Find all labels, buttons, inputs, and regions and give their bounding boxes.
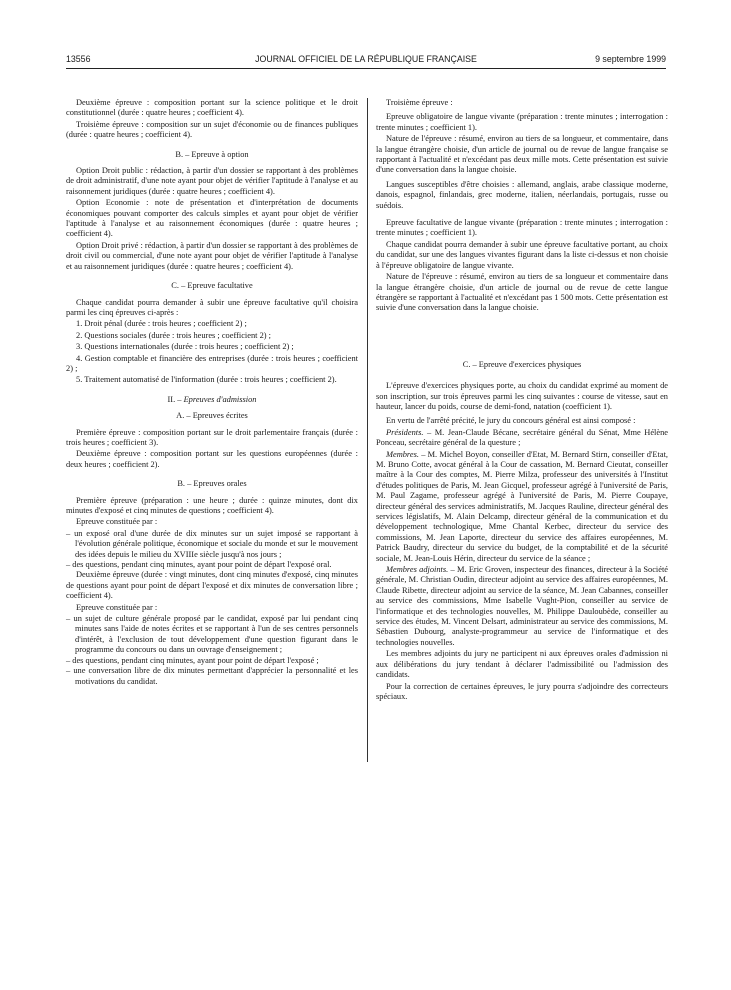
paragraph: Epreuve constituée par : [76, 602, 158, 612]
paragraph: Option Droit privé : rédaction, à partir d'un dossier se rapportant à des problèmes de droit civil ou commercial, d'une note ayant pour objet de vérifier l'aptitude à l'analyse et au raisonnement juridiques (durée : quatre heures ; coefficient 4). [66, 240, 358, 271]
dash-item: – un exposé oral d'une durée de dix minutes sur un sujet imposé se rapportant à l'évolution générale politique, économique et sociale du monde et sur le mouvement des idées depuis le milieu du XVIIIe siècle jusqu'à nos jours ; [66, 529, 358, 560]
jury-presidents-label: Présidents. [386, 427, 424, 437]
dash-item: – des questions, pendant cinq minutes, ayant pour point de départ l'exposé oral. [66, 560, 358, 570]
list-item: 4. Gestion comptable et financière des entreprises (durée : trois heures ; coefficient 2) ; [66, 353, 358, 373]
paragraph: Deuxième épreuve : composition portant sur les questions européennes (durée : deux heures ; coefficient 2). [66, 449, 358, 469]
section-heading: C. – Epreuve d'exercices physiques [462, 359, 582, 369]
paragraph: Pour la correction de certaines épreuves, le jury pourra s'adjoindre des correcteurs spéciaux. [376, 681, 668, 701]
jury-members [376, 450, 668, 564]
paragraph: Chaque candidat pourra demander à subir une épreuve facultative qu'il choisira parmi les cinq épreuves ci-après : [66, 297, 358, 317]
list-item: 2. Questions sociales (durée : trois heures ; coefficient 2) ; [76, 330, 271, 340]
jury-members-label: Membres. [386, 449, 419, 459]
paragraph: Option Economie : note de présentation et d'interprétation de documents économiques pouvant comporter des calculs simples et ayant pour objet de vérifier l'aptitude à l'analyse et au raisonnement économiques (durée : quatre heures ; coefficient 4). [66, 198, 358, 239]
header-rule [66, 68, 666, 69]
section-heading: B. – Epreuves orales [177, 479, 247, 489]
subsection-heading: Troisième épreuve : [386, 98, 453, 107]
paragraph: Epreuve obligatoire de langue vivante (préparation : trente minutes ; interrogation : trente minutes ; coefficient 1). [376, 112, 668, 132]
paragraph: Deuxième épreuve : composition portant sur la science politique et le droit constitutionnel (durée : quatre heures ; coefficient 4). [66, 98, 358, 118]
paragraph: Nature de l'épreuve : résumé, environ au tiers de sa longueur et commentaire dans la langue étrangère choisie, d'un article de journal ou de revue de cette langue étrangère se rapportant à l'actualité et n'excédant pas 1 500 mots. Cette présentation est suivie d'une conversation dans la langue choisie. [376, 272, 668, 313]
paragraph: En vertu de l'arrêté précité, le jury du concours général est ainsi composé : [386, 416, 636, 426]
paragraph: Deuxième épreuve (durée : vingt minutes, dont cinq minutes d'exposé, cinq minutes de questions ayant pour point de départ l'exposé et dix minutes de conversation libre ; coefficient 4). [66, 570, 358, 601]
paragraph: Epreuve facultative de langue vivante (préparation : trente minutes ; interrogation : trente minutes ; coefficient 1). [376, 218, 668, 238]
jury-presidents [376, 428, 668, 449]
journal-title: JOURNAL OFFICIEL DE LA RÉPUBLIQUE FRANÇAISE [255, 54, 477, 64]
issue-date: 9 septembre 1999 [595, 54, 666, 64]
paragraph: Troisième épreuve : composition sur un sujet d'économie ou de finances publiques (durée : quatre heures ; coefficient 4). [66, 119, 358, 140]
part-heading [66, 395, 358, 405]
paragraph: Première épreuve (préparation : une heure ; durée : quinze minutes, dont dix minutes d'exposé et cinq minutes de questions ; coefficient 4). [66, 495, 358, 515]
paragraph: Les membres adjoints du jury ne participent ni aux épreuves orales d'admission ni aux délibérations du jury tendant à déclarer l'admissibilité ou l'admission des candidats. [376, 649, 668, 680]
jury-presidents-text: – M. Jean-Claude Bécane, secrétaire général du Sénat, Mme Hélène Ponceau, secrétaire général de la questure ; [376, 427, 668, 448]
paragraph: Epreuve constituée par : [76, 517, 158, 527]
part-heading-prefix: II. – [167, 394, 184, 404]
paragraph: Chaque candidat pourra demander à subir une épreuve facultative portant, au choix du candidat, sur une des langues vivantes figurant dans la liste ci-dessus et non choisie à l'épreuve obligatoire de langue vivante. [376, 239, 668, 270]
list-item: 5. Traitement automatisé de l'information (durée : trois heures ; coefficient 2). [76, 375, 337, 385]
jury-adjoints [376, 565, 668, 648]
paragraph: Option Droit public : rédaction, à partir d'un dossier se rapportant à des problèmes de droit administratif, d'une note ayant pour objet de vérifier l'aptitude à l'analyse et au raisonnement juridiques (durée : quatre heures ; coefficient 4). [66, 166, 358, 196]
paragraph: Première épreuve : composition portant sur le droit parlementaire français (durée : trois heures ; coefficient 3). [66, 427, 358, 447]
jury-members-text: – M. Michel Boyon, conseiller d'Etat, M. Bernard Stirn, conseiller d'Etat, M. Bruno Cotte, avocat général à la Cour de cassation, M. Bernard Cieutat, conseiller maître à la Cour des comptes, M. Pierre Milza, professeur des universités à l'Institut d'études politiques de Paris, M. Jean Gicquel, professeur agrégé à l'université de Paris, M. Paul Zagame, professeur agrégé à l'université de Paris, M. Pierre Coupaye, directeur général des services administratifs, M. Jacques Rauline, directeur général des services législatifs, M. Alain Delcamp, directeur général de la communication et du développement technologique, Mme Chantal Kerbec, directeur du service des commissions, M. Jean Laporte, directeur du service des affaires européennes, M. Patrick Baudry, directeur du service du budget, de la comptabilité et de la sécurité sociale, M. Jean-Louis Hérin, directeur du service de la séance ; [376, 449, 668, 563]
right-column [376, 98, 668, 703]
paragraph: L'épreuve d'exercices physiques porte, au choix du candidat exprimé au moment de son inscription, sur trois épreuves parmi les cinq suivantes : course de vitesse, saut en hauteur, lancer du poids, course de demi-fond, natation (coefficient 1). [376, 381, 668, 411]
list-item: 3. Questions internationales (durée : trois heures ; coefficient 2) ; [76, 342, 294, 352]
section-heading: B. – Epreuve à option [175, 149, 249, 159]
dash-item: – un sujet de culture générale proposé par le candidat, exposé par lui pendant cinq minutes sans l'aide de notes écrites et se rapportant à l'un de ses centres personnels d'intérêt, à l'exclusion de tout développement d'une question figurant dans le programme du concours ou dans un ouvrage d'enseignement ; [66, 614, 358, 656]
page-number: 13556 [66, 54, 91, 64]
dash-item: – une conversation libre de dix minutes permettant d'apprécier la personnalité et les motivations du candidat. [66, 666, 358, 687]
jury-adjoints-label: Membres adjoints. [386, 565, 449, 575]
part-heading-title: Epreuves d'admission [183, 394, 257, 404]
list-item: 1. Droit pénal (durée : trois heures ; coefficient 2) ; [76, 319, 247, 329]
left-column [66, 98, 358, 687]
paragraph: Nature de l'épreuve : résumé, environ au tiers de sa longueur, et commentaire, dans la langue étrangère choisie, d'un article de journal ou de revue de langue française se rapportant à l'actualité et n'excédant pas deux mille mots. Cette présentation est suivie d'une conversation dans la langue choisie. [376, 134, 668, 175]
section-heading: C. – Epreuve facultative [171, 281, 253, 291]
section-heading: A. – Epreuves écrites [176, 411, 248, 421]
paragraph: Langues susceptibles d'être choisies : allemand, anglais, arabe classique moderne, danois, espagnol, finlandais, grec moderne, italien, néerlandais, portugais, russe ou suédois. [376, 179, 668, 210]
jury-adjoints-text: – M. Eric Groven, inspecteur des finances, directeur à la Société générale, M. Christian Oudin, directeur adjoint au service des affaires européennes, M. Claude Ribette, directeur adjoint au service de la séance, M. Jean Cabannes, conseiller au service des commissions, Mme Isabelle Vught-Pion, conseiller au service de l'informatique et des technologies nouvelles, M. Philippe Dauloubède, conseiller au service des études, M. Vincent Delsart, administrateur au service des commissions, M. Sébastien Dubourg, analyste-programmeur au service de l'informatique et des technologies nouvelles. [376, 565, 669, 647]
dash-item: – des questions, pendant cinq minutes, ayant pour point de départ l'exposé ; [66, 656, 358, 666]
column-divider [367, 98, 368, 762]
page-header [66, 52, 666, 66]
